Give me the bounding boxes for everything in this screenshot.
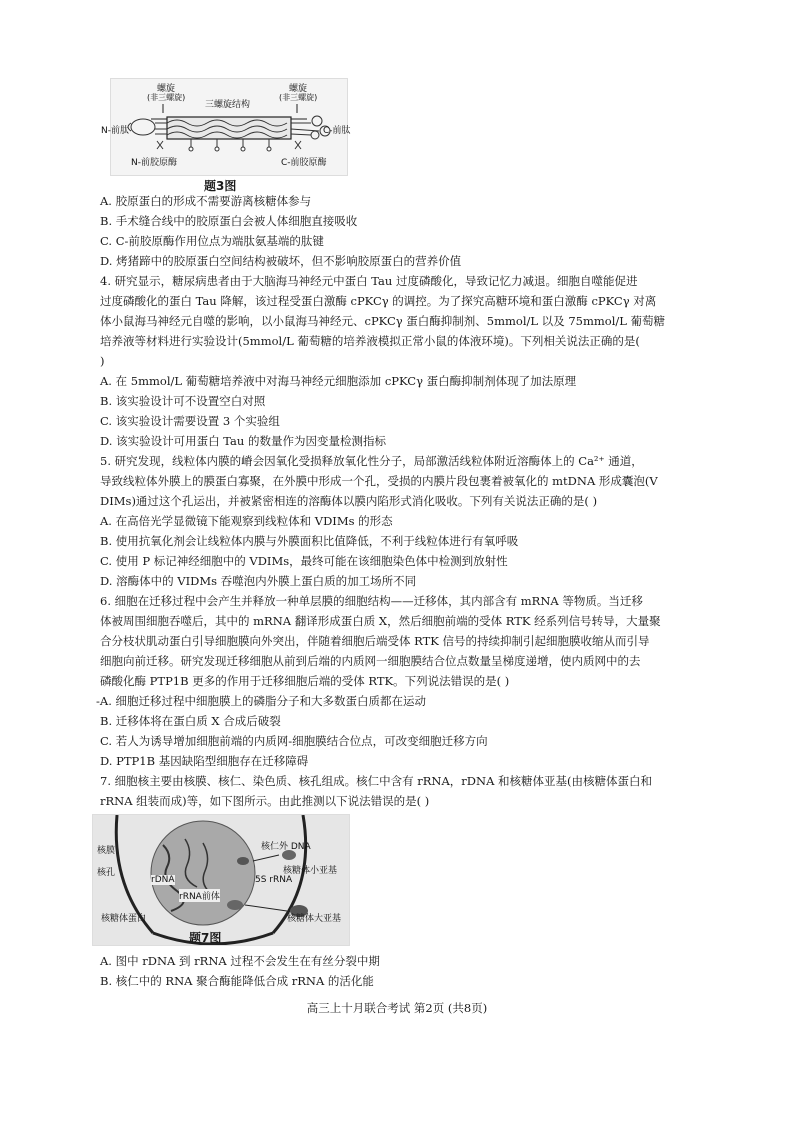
q7-option-a: A. 图中 rDNA 到 rRNA 过程不会发生在有丝分裂中期 <box>100 954 380 968</box>
label-rrna-precursor: rRNA前体 <box>179 889 220 902</box>
q6-option-d: D. PTP1B 基因缺陷型细胞存在迁移障碍 <box>100 754 309 768</box>
label-helix-right: 螺旋 <box>289 84 308 94</box>
q6-option-a: -A. 细胞迁移过程中细胞膜上的磷脂分子和大多数蛋白质都在运动 <box>96 694 426 708</box>
label-helix-right-sub: (非三螺旋) <box>279 93 318 102</box>
label-ribosomal-protein: 核糖体蛋白 <box>101 914 147 924</box>
q4-option-a: A. 在 5mmol/L 葡萄糖培养液中对海马神经元细胞添加 cPKCγ 蛋白酶抑制剂体现了加法原理 <box>100 374 577 388</box>
label-n-peptide: N-前肽 <box>101 126 129 136</box>
q3-option-c: C. C-前胶原酶作用位点为端肽氨基端的肽键 <box>100 234 324 248</box>
q4-option-c: C. 该实验设计需要设置 3 个实验组 <box>100 414 280 428</box>
q7-stem-1: 7. 细胞核主要由核膜、核仁、染色质、核孔组成。核仁中含有 rRNA，rDNA 和核糖体亚基(由核糖体蛋白和 <box>100 774 653 788</box>
q6-option-c: C. 若人为诱导增加细胞前端的内质网-细胞膜结合位点，可改变细胞迁移方向 <box>100 734 488 748</box>
q6-stem-5: 磷酸化酶 PTP1B 更多的作用于迁移细胞后端的受体 RTK。下列说法错误的是( ) <box>100 674 510 688</box>
label-extranucleolar-dna: 核仁外 DNA <box>261 842 311 852</box>
figure-3-caption: 题3图 <box>204 179 237 193</box>
figure-3 <box>101 78 351 176</box>
q5-option-b: B. 使用抗氧化剂会让线粒体内膜与外膜面积比值降低，不利于线粒体进行有氧呼吸 <box>100 534 519 548</box>
q5-option-d: D. 溶酶体中的 VIDMs 吞噬泡内外膜上蛋白质的加工场所不同 <box>100 574 417 588</box>
q5-option-a: A. 在高倍光学显微镜下能观察到线粒体和 VDIMs 的形态 <box>100 514 393 528</box>
label-small-subunit: 核糖体小亚基 <box>283 866 338 876</box>
q5-stem-3: DIMs)通过这个孔运出，并被紧密相连的溶酶体以膜内陷形式消化吸收。下列有关说法正确的是( ) <box>100 494 598 508</box>
page-footer: 高三上十月联合考试 第2页 (共8页) <box>306 1001 488 1015</box>
q7-option-b: B. 核仁中的 RNA 聚合酶能降低合成 rRNA 的活化能 <box>100 974 374 988</box>
q6-stem-4: 细胞向前迁移。研究发现迁移细胞从前到后端的内质网一细胞膜结合位点数量呈梯度递增，使内质网中的去 <box>100 654 641 668</box>
q4-stem-3: 体小鼠海马神经元自噬的影响，以小鼠海马神经元、cPKCγ 蛋白酶抑制剂、5mmol/L 以及 75mmol/L 葡萄糖 <box>100 314 666 328</box>
q6-stem-3: 合分枝状肌动蛋白引导细胞膜向外突出，伴随着细胞后端受体 RTK 信号的持续抑制引起细胞膜收缩从而引导 <box>100 634 650 648</box>
q3-option-a: A. 胶原蛋白的形成不需要游离核糖体参与 <box>100 194 312 208</box>
label-triple-helix: 三螺旋结构 <box>205 100 251 110</box>
label-c-peptide: C-前肽 <box>323 126 351 136</box>
q7-stem-2: rRNA 组装而成)等，如下图所示。由此推测以下说法错误的是( ) <box>100 794 430 808</box>
label-n-procollagenase: N-前胶原酶 <box>131 158 177 168</box>
q4-option-b: B. 该实验设计可不设置空白对照 <box>100 394 266 408</box>
label-large-subunit: 核糖体大亚基 <box>287 914 342 924</box>
figure-7-caption: 题7图 <box>189 931 222 945</box>
label-rdna: rDNA <box>151 875 175 885</box>
q3-option-b: B. 手术缝合线中的胶原蛋白会被人体细胞直接吸收 <box>100 214 358 228</box>
label-nuclear-membrane: 核膜 <box>97 846 116 856</box>
q5-stem-2: 导致线粒体外膜上的膜蛋白寡聚，在外膜中形成一个孔，受损的内膜片段包裹着被氧化的 mtDNA 形成囊泡(V <box>100 474 658 488</box>
nucleus-diagram <box>93 815 349 945</box>
q4-stem-2: 过度磷酸化的蛋白 Tau 降解，该过程受蛋白激酶 cPKCγ 的调控。为了探究高糖环境和蛋白激酶 cPKCγ 对离 <box>100 294 657 308</box>
q5-stem-1: 5. 研究发现，线粒体内膜的嵴会因氧化受损释放氧化性分子，局部激活线粒体附近溶酶体上的 Ca²⁺ 通道， <box>100 454 643 468</box>
q5-option-c: C. 使用 P 标记神经细胞中的 VDIMs，最终可能在该细胞染色体中检测到放射性 <box>100 554 508 568</box>
q3-option-d: D. 烤猪蹄中的胶原蛋白空间结构被破坏，但不影响胶原蛋白的营养价值 <box>100 254 462 268</box>
figure-7 <box>92 814 350 946</box>
label-helix-left: 螺旋 <box>157 84 176 94</box>
label-5s-rrna: 5S rRNA <box>255 875 293 885</box>
q4-stem-5: ) <box>100 354 105 368</box>
label-c-procollagenase: C-前胶原酶 <box>281 158 327 168</box>
q6-stem-2: 体被周围细胞吞噬后，其中的 mRNA 翻译形成蛋白质 X，然后细胞前端的受体 RTK 经系列信号转导，大量聚 <box>100 614 661 628</box>
q6-option-b: B. 迁移体将在蛋白质 X 合成后破裂 <box>100 714 281 728</box>
q4-stem-1: 4. 研究显示，糖尿病患者由于大脑海马神经元中蛋白 Tau 过度磷酸化，导致记忆力减退。细胞自噬能促进 <box>100 274 638 288</box>
label-helix-left-sub: (非三螺旋) <box>147 93 186 102</box>
q6-stem-1: 6. 细胞在迁移过程中会产生并释放一种单层膜的细胞结构——迁移体，其内部含有 mRNA 等物质。当迁移 <box>100 594 643 608</box>
q4-option-d: D. 该实验设计可用蛋白 Tau 的数量作为因变量检测指标 <box>100 434 386 448</box>
q4-stem-4: 培养液等材料进行实验设计(5mmol/L 葡萄糖的培养液模拟正常小鼠的体液环境)。下列相关说法正确的是( <box>100 334 640 348</box>
label-nuclear-pore: 核孔 <box>97 868 116 878</box>
